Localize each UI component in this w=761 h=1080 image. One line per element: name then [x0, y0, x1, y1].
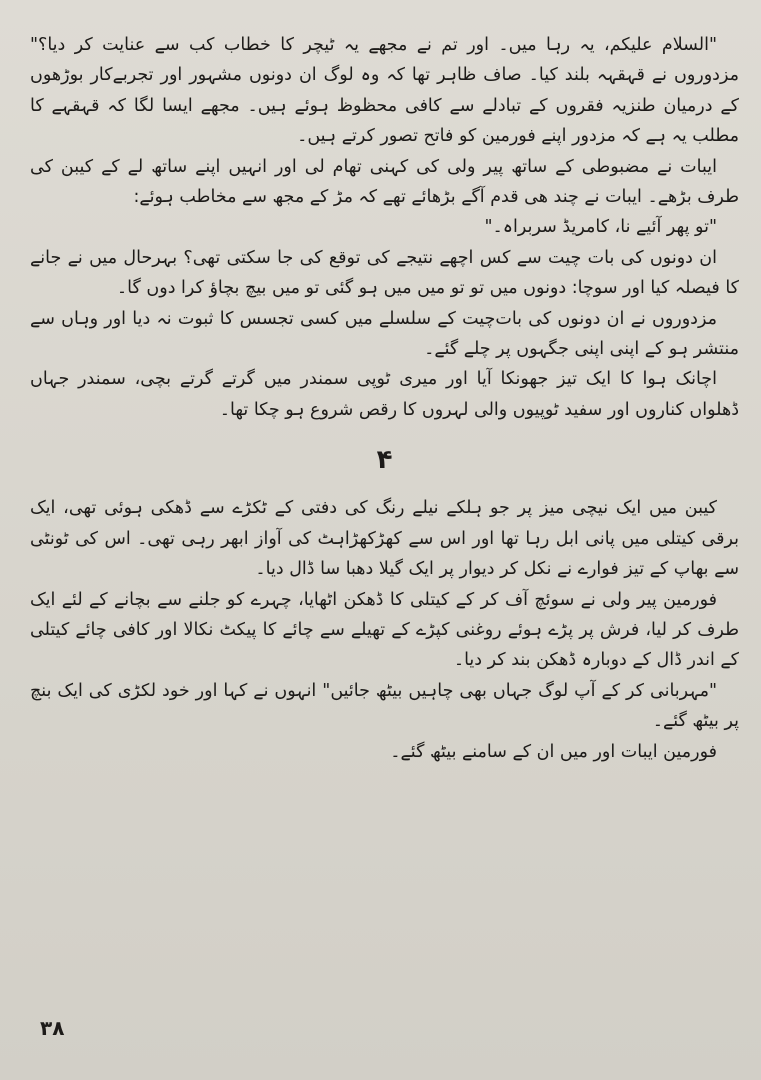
paragraph: "مہربانی کر کے آپ لوگ جہاں بھی چاہیں بیٹھ جائیں" انہوں نے کہا اور خود لکڑی کی ایک بنچ پر بیٹھ گئے۔ [30, 680, 739, 732]
section-number: ۴ [376, 445, 393, 476]
paragraph: "السلام علیکم، یہ رہا میں۔ اور تم نے مجھے یہ ٹیچر کا خطاب کب سے عنایت کر دیا؟" مزدوروں نے قہقہہ بلند کیا۔ صاف ظاہر تھا کہ وہ لوگ ان دونوں مشہور اور تجربےکار بوڑھوں کے درمیان طنزیہ فقروں کے تبادلے سے کافی محظوظ ہوئے ہیں۔ مجھے ایسا لگا کہ قہقہے کا مطلب یہ ہے کہ مزدور اپنے فورمین کو فاتح تصور کرتے ہیں۔ [30, 35, 739, 147]
page-number: ۳۸ [40, 1016, 65, 1040]
paragraph: فورمین پیر ولی نے سوئچ آف کر کے کیتلی کا ڈھکن اٹھایا، چہرے کو جلنے سے بچانے کے لئے ایک طرف کر لیا، فرش پر پڑے ہوئے روغنی کپڑے کے تھیلے سے چائے کا پیکٹ نکالا اور کافی چائے کیتلی کے اندر ڈال کے دوبارہ ڈھکن بند کر دیا۔ [30, 589, 739, 671]
paragraph: ان دونوں کی بات چیت سے کس اچھے نتیجے کی توقع کی جا سکتی تھی؟ بہرحال میں نے جانے کا فیصلہ کیا اور سوچا: دونوں میں تو تو میں میں ہو گئی تو میں بیچ بچاؤ کرا دوں گا۔ [30, 247, 739, 299]
paragraph: ایبات نے مضبوطی کے ساتھ پیر ولی کی کہنی تھام لی اور انہیں اپنے ساتھ لے کے کیبن کی طرف بڑھے۔ ایبات نے چند ھی قدم آگے بڑھائے تھے کہ مڑ کے مجھ سے مخاطب ہوئے: [30, 156, 739, 208]
paragraph: اچانک ہوا کا ایک تیز جھونکا آیا اور میری ٹوپی سمندر میں گرتے گرتے بچی، سمندر جہاں ڈھلواں کناروں اور سفید ٹوپیوں والی لہروں کا رقص شروع ہو چکا تھا۔ [30, 369, 739, 420]
paragraph: کیبن میں ایک نیچی میز پر جو ہلکے نیلے رنگ کی دفتی کے ٹکڑے سے ڈھکی ہوئی تھی، ایک برقی کیتلی میں پانی ابل رہا تھا اور اس سے کھڑکھڑاہٹ کی آواز ابھر رہی تھی۔ اس کی ٹونٹی سے بھاپ کے تیز فوارے نے نکل کر دیوار پر ایک گیلا دھبا سا ڈال دیا۔ [30, 498, 739, 580]
paragraph: "تو پھر آئیے نا، کامریڈ سربراہ۔" [484, 217, 717, 238]
paragraph: مزدوروں نے ان دونوں کی بات‌چیت کے سلسلے میں کسی تجسس کا ثبوت نہ دیا اور وہاں سے منتشر ہو کے اپنی اپنی جگہوں پر چلے گئے۔ [30, 308, 739, 360]
body-text [30, 30, 739, 767]
paragraph: فورمین ایبات اور میں ان کے سامنے بیٹھ گئے۔ [390, 741, 717, 762]
